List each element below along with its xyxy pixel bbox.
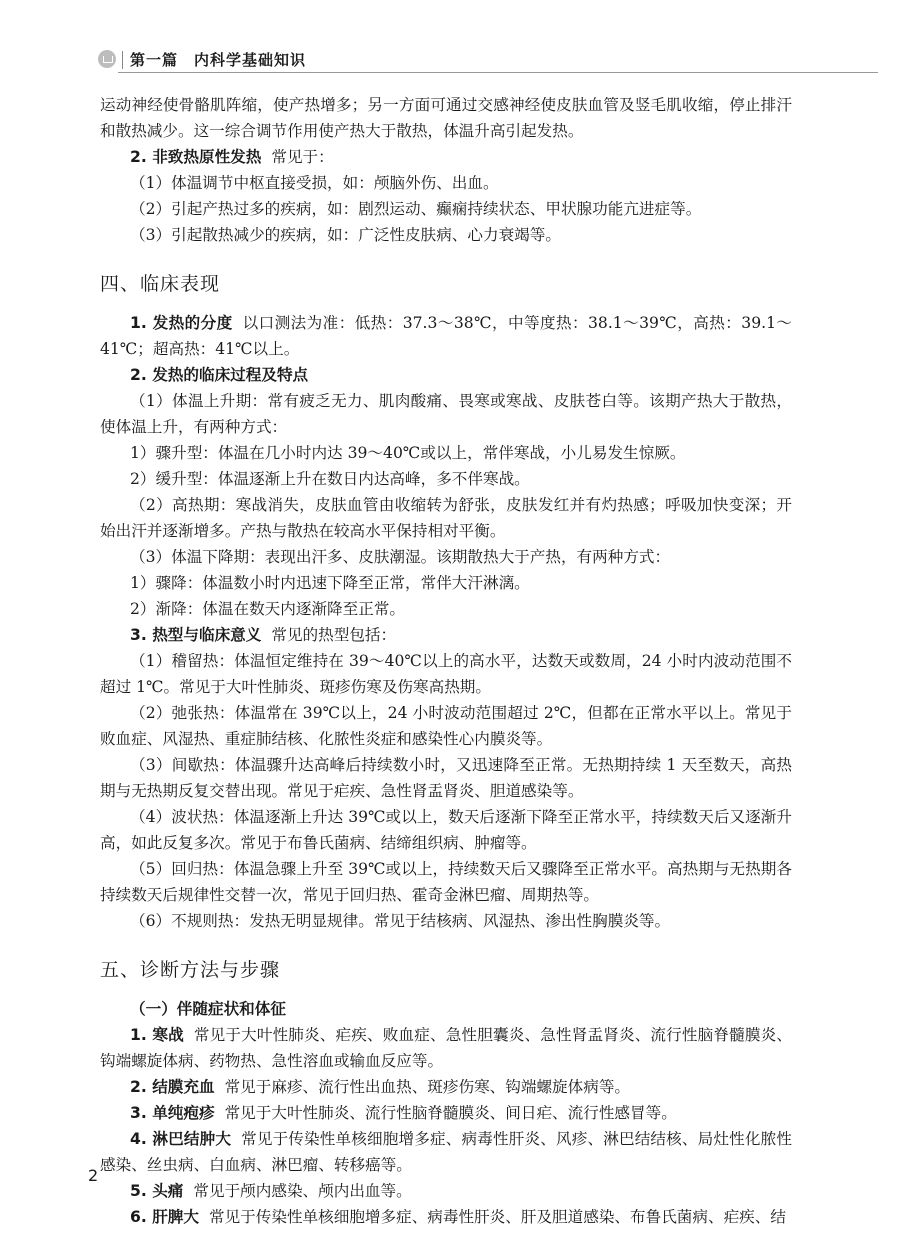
page-number: 2 bbox=[88, 1166, 99, 1185]
paragraph bbox=[100, 622, 792, 648]
list-item bbox=[100, 1022, 792, 1074]
list-item: （3）引起散热减少的疾病，如：广泛性皮肤病、心力衰竭等。 bbox=[130, 226, 561, 244]
item-heading: 2. 非致热原性发热 bbox=[130, 148, 262, 166]
list-item: （5）回归热：体温急骤上升至 39℃或以上，持续数天后又骤降至正常水平。高热期与无热期各持续数天后规律性交替一次，常见于回归热、霍奇金淋巴瘤、周期热等。 bbox=[100, 860, 792, 904]
item-heading: 5. 头痛 bbox=[130, 1182, 184, 1200]
item-heading: 2. 结膜充血 bbox=[130, 1078, 215, 1096]
list-item: （6）不规则热：发热无明显规律。常见于结核病、风湿热、渗出性胸膜炎等。 bbox=[130, 912, 671, 930]
list-item: （4）波状热：体温逐渐上升达 39℃或以上，数天后逐渐下降至正常水平，持续数天后又逐渐升高，如此反复多次。常见于布鲁氏菌病、结缔组织病、肿瘤等。 bbox=[100, 808, 792, 852]
item-text: 常见于传染性单核细胞增多症、病毒性肝炎、肝及胆道感染、布鲁氏菌病、疟疾、结 bbox=[208, 1208, 786, 1226]
list-item: （2）引起产热过多的疾病，如：剧烈运动、癫痫持续状态、甲状腺功能亢进症等。 bbox=[130, 200, 702, 218]
list-item: （1）体温调节中枢直接受损，如：颅脑外伤、出血。 bbox=[130, 174, 499, 192]
page-header bbox=[88, 48, 788, 76]
list-item bbox=[100, 1126, 792, 1178]
list-item: （1）稽留热：体温恒定维持在 39～40℃以上的高水平，达数天或数周，24 小时内波动范围不超过 1℃。常见于大叶性肺炎、斑疹伤寒及伤寒高热期。 bbox=[100, 652, 792, 696]
subsection-heading: （一）伴随症状和体征 bbox=[130, 1000, 286, 1018]
header-rule bbox=[118, 72, 878, 73]
item-heading: 1. 寒战 bbox=[130, 1026, 184, 1044]
list-item: （1）体温上升期：常有疲乏无力、肌肉酸痛、畏寒或寒战、皮肤苍白等。该期产热大于散热，使体温上升，有两种方式： bbox=[100, 392, 792, 436]
item-text: 常见于传染性单核细胞增多症、病毒性肝炎、风疹、淋巴结结核、局灶性化脓性感染、丝虫病、白血病、淋巴瘤、转移癌等。 bbox=[100, 1130, 792, 1174]
list-item: （2）高热期：寒战消失，皮肤血管由收缩转为舒张，皮肤发红并有灼热感；呼吸加快变深；开始出汗并逐渐增多。产热与散热在较高水平保持相对平衡。 bbox=[100, 496, 792, 540]
item-text: 常见于大叶性肺炎、流行性脑脊髓膜炎、间日疟、流行性感冒等。 bbox=[224, 1104, 677, 1122]
header-divider bbox=[122, 51, 123, 69]
list-item: 2）缓升型：体温逐渐上升在数日内达高峰，多不伴寒战。 bbox=[130, 470, 530, 488]
item-heading: 3. 单纯疱疹 bbox=[130, 1104, 215, 1122]
paragraph bbox=[100, 362, 792, 388]
list-item bbox=[100, 1178, 792, 1204]
item-text: 常见的热型包括： bbox=[271, 626, 397, 644]
item-text: 以口测法为准：低热：37.3～38℃，中等度热：38.1～39℃，高热：39.1～41℃；超高热：41℃以上。 bbox=[100, 314, 792, 358]
item-heading: 2. 发热的临床过程及特点 bbox=[130, 366, 309, 384]
book-icon bbox=[98, 50, 116, 68]
item-heading: 4. 淋巴结肿大 bbox=[130, 1130, 232, 1148]
item-heading: 3. 热型与临床意义 bbox=[130, 626, 262, 644]
item-text: 常见于颅内感染、颅内出血等。 bbox=[193, 1182, 412, 1200]
list-item bbox=[100, 1100, 792, 1126]
list-item: 2）渐降：体温在数天内逐渐降至正常。 bbox=[130, 600, 406, 618]
paragraph: 运动神经使骨骼肌阵缩，使产热增多；另一方面可通过交感神经使皮肤血管及竖毛肌收缩，停止排汗和散热减少。这一综合调节作用使产热大于散热，体温升高引起发热。 bbox=[100, 96, 792, 140]
item-text: 常见于麻疹、流行性出血热、斑疹伤寒、钩端螺旋体病等。 bbox=[224, 1078, 631, 1096]
list-item bbox=[100, 1204, 792, 1230]
section-heading: 四、临床表现 bbox=[100, 273, 221, 295]
chapter-title: 第一篇 内科学基础知识 bbox=[130, 51, 307, 69]
list-item: （2）弛张热：体温常在 39℃以上，24 小时波动范围超过 2℃，但都在正常水平以上。常见于败血症、风湿热、重症肺结核、化脓性炎症和感染性心内膜炎等。 bbox=[100, 704, 792, 748]
item-heading: 6. 肝脾大 bbox=[130, 1208, 199, 1226]
section-heading: 五、诊断方法与步骤 bbox=[100, 959, 281, 981]
paragraph bbox=[100, 144, 792, 170]
list-item: 1）骤降：体温数小时内迅速下降至正常，常伴大汗淋漓。 bbox=[130, 574, 530, 592]
list-item: （3）间歇热：体温骤升达高峰后持续数小时，又迅速降至正常。无热期持续 1 天至数天，高热期与无热期反复交替出现。常见于疟疾、急性肾盂肾炎、胆道感染等。 bbox=[100, 756, 792, 800]
item-text: 常见于： bbox=[271, 148, 334, 166]
paragraph bbox=[100, 310, 792, 362]
list-item: 1）骤升型：体温在几小时内达 39～40℃或以上，常伴寒战，小儿易发生惊厥。 bbox=[130, 444, 686, 462]
list-item bbox=[100, 1074, 792, 1100]
item-text: 常见于大叶性肺炎、疟疾、败血症、急性胆囊炎、急性肾盂肾炎、流行性脑脊髓膜炎、钩端螺旋体病、药物热、急性溶血或输血反应等。 bbox=[100, 1026, 792, 1070]
page-body bbox=[100, 92, 792, 1230]
list-item: （3）体温下降期：表现出汗多、皮肤潮湿。该期散热大于产热，有两种方式： bbox=[130, 548, 671, 566]
item-heading: 1. 发热的分度 bbox=[130, 314, 233, 332]
